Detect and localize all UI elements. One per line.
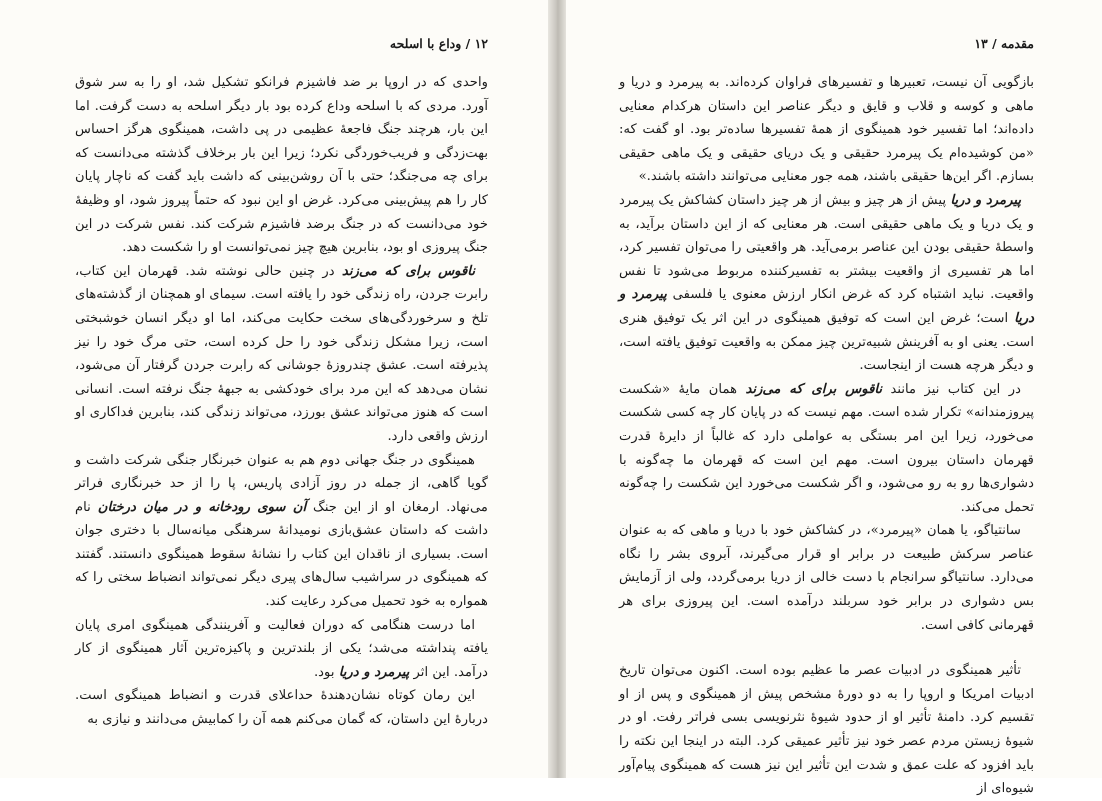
left-page-body <box>75 71 488 732</box>
left-page <box>0 0 548 778</box>
text-run: پیش از هر چیز و بیش از هر چیز داستان کشاکش یک پیرمرد و یک دریا و یک ماهی حقیقی است. هر معنایی که از این داستان برآید، به واسطهٔ حقیقی بودن این عناصر برمی‌آید. هر واقعیتی را می‌توان تفسیر کرد، اما هر تفسیری از واقعیت بیشتر به تفسیرکننده مربوط می‌شود تا نفس واقعیت. نباید اشتباه کرد که غرض انکار ارزش معنوی یا فلسفی <box>619 192 1034 303</box>
text-run: در چنین حالی نوشته شد. قهرمان این کتاب، رابرت جردن، راه زندگی خود را یافته است. سیمای او همچنان از گذشته‌های تلخ و سرخوردگی‌های سخت حکایت می‌کند، اما او دیگر انسان خوشبختی است، زیرا مشکل زندگی خود را حل کرده است، حتی مرگ خود را نیز پذیرفته است. عشق چندروزهٔ جوشانی که رابرت جردن گرفتار آن می‌شود، نشان می‌دهد که این مرد برای خودکشی به جبههٔ جنگ نرفته است. انسانی است که هنوز می‌تواند عشق بورزد، می‌تواند زندگی کند، بنابرین فداکاری او ارزش واقعی دارد. <box>75 263 488 444</box>
paragraph <box>619 378 1034 520</box>
text-run: اما درست هنگامی که دوران فعالیت و آفرینندگی همینگوی امری پایان یافته پنداشته می‌شد؛ یکی از بلندترین و پاکیزه‌ترین آثار همینگوی از کار درآمد. این اثر <box>75 617 488 680</box>
paragraph <box>75 684 488 731</box>
text-run: این رمان کوتاه نشان‌دهندهٔ حداعلای قدرت و انضباط همینگوی است. دربارهٔ این داستان، که گمان می‌کنم همه آن را کمابیش می‌دانند و نیازی به <box>75 688 488 728</box>
book-title-run: پیرمرد و دریا <box>950 192 1021 208</box>
paragraph <box>75 449 488 614</box>
text-run: نام داشت که داستان عشق‌بازی نومیدانهٔ سرهنگی میانه‌سال با دختری جوان است. بسیاری از ناقدان این کتاب را نشانهٔ سقوط همینگوی دانستند. گفتند که همینگوی در سراشیب سال‌های پیری دیگر نمی‌تواند انضباط سختی را که همواره به خود تحمیل می‌کرد رعایت کند. <box>75 499 488 610</box>
paragraph <box>619 659 1034 801</box>
book-title-run: پیرمرد و دریا <box>619 287 1034 326</box>
paragraph <box>619 189 1034 378</box>
book-title-run: ناقوس برای که می‌زند <box>745 381 883 397</box>
paragraph <box>619 71 1034 189</box>
text-run: بود. <box>313 664 339 680</box>
right-page-header: مقدمه / ۱۳ <box>974 36 1034 51</box>
text-run: سانتیاگو، یا همان «پیرمرد»، در کشاکش خود با دریا و ماهی که به عنوان عناصر سرکش طبیعت در برابر او قرار می‌گیرند، آبروی بشر را نگاه می‌دارد. سانتیاگو سرانجام با دست خالی از دریا برمی‌گردد، ولی از آزمایش بس دشواری در برابر خود سربلند درآمده است. این پیروزی برای هر قهرمانی کافی است. <box>619 523 1034 633</box>
text-run: تأثیر همینگوی در ادبیات عصر ما عظیم بوده است. اکنون می‌توان تاریخ ادبیات امریکا و اروپا را به دو دورهٔ مشخص پیش از همینگوی و پس از او تقسیم کرد. دامنهٔ تأثیر او از حدود شیوهٔ نثرنویسی بسی فراتر رفت. او در شیوهٔ زیستن مردم عصر خود نیز تأثیر عمیقی کرد. البته در اینجا این نکته را باید افزود که علت عمق و شدت این تأثیر این نیز هست که همینگوی پیام‌آور شیوه‌ای از <box>619 663 1034 797</box>
paragraph <box>75 260 488 449</box>
right-page <box>566 0 1102 797</box>
book-title-run: ناقوس برای که می‌زند <box>341 263 475 279</box>
text-run: است؛ غرض این است که توفیق همینگوی در این اثر یک توفیق هنری است. یعنی او به آفرینش شبیه‌ترین چیز ممکن به واقعیت توفیق یافته است، و دیگر هرچه هست از اینجاست. <box>619 310 1034 374</box>
book-title-run: پیرمرد و دریا <box>338 664 410 680</box>
book-gutter <box>548 0 566 778</box>
text-run: همان مایهٔ «شکست پیروزمندانه» تکرار شده است. مهم نیست که در پایان کار چه کسی شکست می‌خورد، زیرا این امر بستگی به عواملی دارد که غالباً از دایرهٔ قدرت قهرمان داستان بیرون است. مهم این است که قهرمان ما چه‌گونه با دشواری‌ها رو به رو می‌شود، و اگر شکست می‌خورد این شکست را چه‌گونه تحمل می‌کند. <box>619 381 1034 515</box>
text-run: واحدی که در اروپا بر ضد فاشیزم فرانکو تشکیل شد، او را به سر شوق آورد. مردی که با اسلحه وداع کرده بود بار دیگر اسلحه به دست گرفت. اما این بار، هرچند جنگ فاجعهٔ عظیمی در پی داشت، همینگوی هرگز احساس بهت‌زدگی و فریب‌خوردگی نکرد؛ زیرا این بار برخلاف گذشته می‌دانست که برای چه می‌جنگد؛ حتی با آن روشن‌بینی که داشت باید گفت که ناچار پایان کار را هم پیش‌بینی می‌کرد. غرض او این نبود که حتماً پیروز شود، او وظیفهٔ خود می‌دانست که در جنگ برضد فاشیزم شرکت کند. نفس شرکت در این جنگ پیروزی او بود، بنابرین هیچ چیز نمی‌توانست او را شکست دهد. <box>75 75 488 256</box>
book-title-run: آن سوی رودخانه و در میان درختان <box>97 499 307 515</box>
text-run: در این کتاب نیز مانند <box>882 381 1021 397</box>
paragraph <box>75 614 488 685</box>
left-page-header: ۱۲ / وداع با اسلحه <box>389 36 488 51</box>
text-run: بازگویی آن نیست، تعبیرها و تفسیرهای فراوان کرده‌اند. به پیرمرد و دریا و ماهی و کوسه و قلاب و قایق و دیگر عناصر این داستان هرکدام معنایی داده‌اند؛ اما تفسیر خود همینگوی از همهٔ تفسیرها ساده‌تر بود. او گفت که: «من کوشیده‌ام یک پیرمرد حقیقی و یک دریای حقیقی و یک ماهی حقیقی بسازم. اگر این‌ها حقیقی باشند، همه جور معنایی می‌توانند داشته باشند.» <box>619 75 1034 185</box>
right-page-body <box>619 71 1034 801</box>
paragraph <box>619 519 1034 637</box>
text-run: همینگوی در جنگ جهانی دوم هم به عنوان خبرنگار جنگی شرکت داشت و گویا گاهی، از جمله در روز آزادی پاریس، پا را از حد خبرنگاری فراتر می‌نهاد. ارمغان او از این جنگ <box>75 452 488 515</box>
paragraph <box>75 71 488 260</box>
